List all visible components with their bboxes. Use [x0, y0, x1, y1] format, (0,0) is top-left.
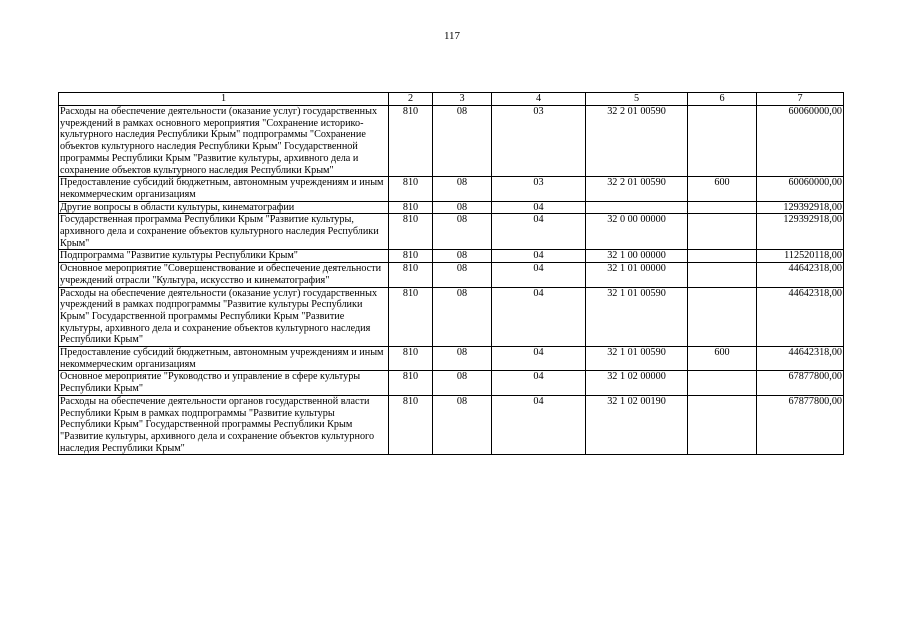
- row-amount-cell: 129392918,00: [757, 201, 844, 214]
- row-amount-cell: 67877800,00: [757, 371, 844, 395]
- row-amount-cell: 60060000,00: [757, 177, 844, 201]
- header-col-6: 6: [688, 93, 757, 106]
- row-target-cell: 32 1 02 00000: [586, 371, 688, 395]
- row-name-cell: Основное мероприятие "Руководство и управление в сфере культуры Республики Крым": [59, 371, 389, 395]
- table-row: [59, 263, 844, 287]
- row-section-cell: 08: [433, 214, 492, 250]
- row-name-cell: Предоставление субсидий бюджетным, автономным учреждениям и иным некоммерческим организациям: [59, 177, 389, 201]
- row-section-cell: 08: [433, 287, 492, 347]
- row-target-cell: 32 0 00 00000: [586, 214, 688, 250]
- row-subsection-cell: 04: [492, 347, 586, 371]
- table-row: [59, 395, 844, 455]
- row-ministry-cell: 810: [389, 371, 433, 395]
- row-target-cell: [586, 201, 688, 214]
- table-row: [59, 287, 844, 347]
- row-ministry-cell: 810: [389, 395, 433, 455]
- row-target-cell: 32 1 02 00190: [586, 395, 688, 455]
- page-number: 117: [443, 30, 461, 42]
- row-name-cell: Другие вопросы в области культуры, кинематографии: [59, 201, 389, 214]
- row-amount-cell: 44642318,00: [757, 263, 844, 287]
- row-name-cell: Предоставление субсидий бюджетным, автономным учреждениям и иным некоммерческим организациям: [59, 347, 389, 371]
- header-col-3: 3: [433, 93, 492, 106]
- row-amount-cell: 112520118,00: [757, 250, 844, 263]
- row-ministry-cell: 810: [389, 287, 433, 347]
- row-amount-cell: 60060000,00: [757, 106, 844, 177]
- row-subsection-cell: 04: [492, 287, 586, 347]
- row-name-cell: Государственная программа Республики Крым "Развитие культуры, архивного дела и сохранение объектов культурного наследия Республики Крым": [59, 214, 389, 250]
- row-target-cell: 32 1 01 00590: [586, 347, 688, 371]
- row-section-cell: 08: [433, 106, 492, 177]
- row-ministry-cell: 810: [389, 214, 433, 250]
- row-ministry-cell: 810: [389, 347, 433, 371]
- row-expense-type-cell: [688, 287, 757, 347]
- row-section-cell: 08: [433, 263, 492, 287]
- table-row: [59, 177, 844, 201]
- row-name-cell: Расходы на обеспечение деятельности (оказание услуг) государственных учреждений в рамках основного мероприятия "Сохранение историко-культурного наследия Республики Крым" подпрограммы "Сохранение объектов культурного наследия Республики Крым" Государственной программы Республики Крым "Развитие культуры, архивного дела и сохранение объектов культурного наследия Республики Крым": [59, 106, 389, 177]
- row-expense-type-cell: [688, 106, 757, 177]
- header-col-2: 2: [389, 93, 433, 106]
- budget-table: [58, 92, 844, 455]
- row-subsection-cell: 04: [492, 214, 586, 250]
- row-subsection-cell: 04: [492, 263, 586, 287]
- table-row: [59, 106, 844, 177]
- row-subsection-cell: 03: [492, 106, 586, 177]
- row-amount-cell: 44642318,00: [757, 347, 844, 371]
- table-row: [59, 214, 844, 250]
- row-subsection-cell: 04: [492, 250, 586, 263]
- row-expense-type-cell: [688, 201, 757, 214]
- table-body: [59, 106, 844, 455]
- row-name-cell: Расходы на обеспечение деятельности (оказание услуг) государственных учреждений в рамках подпрограммы "Развитие культуры Республики Крым" Государственной программы Республики Крым "Развитие культуры, архивного дела и сохранение объектов культурного наследия Республики Крым": [59, 287, 389, 347]
- header-row: [59, 93, 844, 106]
- row-amount-cell: 67877800,00: [757, 395, 844, 455]
- row-target-cell: 32 1 01 00000: [586, 263, 688, 287]
- row-expense-type-cell: [688, 395, 757, 455]
- row-expense-type-cell: 600: [688, 347, 757, 371]
- row-subsection-cell: 04: [492, 371, 586, 395]
- header-col-5: 5: [586, 93, 688, 106]
- row-section-cell: 08: [433, 371, 492, 395]
- row-expense-type-cell: [688, 250, 757, 263]
- row-subsection-cell: 04: [492, 201, 586, 214]
- row-section-cell: 08: [433, 395, 492, 455]
- header-col-4: 4: [492, 93, 586, 106]
- row-target-cell: 32 2 01 00590: [586, 106, 688, 177]
- row-subsection-cell: 03: [492, 177, 586, 201]
- row-ministry-cell: 810: [389, 106, 433, 177]
- row-expense-type-cell: [688, 263, 757, 287]
- row-ministry-cell: 810: [389, 250, 433, 263]
- row-expense-type-cell: 600: [688, 177, 757, 201]
- row-ministry-cell: 810: [389, 201, 433, 214]
- table-row: [59, 347, 844, 371]
- row-ministry-cell: 810: [389, 263, 433, 287]
- row-amount-cell: 44642318,00: [757, 287, 844, 347]
- row-name-cell: Подпрограмма "Развитие культуры Республики Крым": [59, 250, 389, 263]
- row-target-cell: 32 1 00 00000: [586, 250, 688, 263]
- row-name-cell: Расходы на обеспечение деятельности органов государственной власти Республики Крым в рамках подпрограммы "Развитие культуры Республики Крым" Государственной программы Республики Крым "Развитие культуры, архивного дела и сохранение объектов культурного наследия Республики Крым": [59, 395, 389, 455]
- row-section-cell: 08: [433, 201, 492, 214]
- row-expense-type-cell: [688, 371, 757, 395]
- row-name-cell: Основное мероприятие "Совершенствование и обеспечение деятельности учреждений отрасли "Культура, искусство и кинематография": [59, 263, 389, 287]
- row-target-cell: 32 1 01 00590: [586, 287, 688, 347]
- table-row: [59, 201, 844, 214]
- row-expense-type-cell: [688, 214, 757, 250]
- table-header: [59, 93, 844, 106]
- header-col-7: 7: [757, 93, 844, 106]
- table-row: [59, 371, 844, 395]
- row-section-cell: 08: [433, 177, 492, 201]
- table-row: [59, 250, 844, 263]
- row-subsection-cell: 04: [492, 395, 586, 455]
- row-ministry-cell: 810: [389, 177, 433, 201]
- row-target-cell: 32 2 01 00590: [586, 177, 688, 201]
- row-section-cell: 08: [433, 347, 492, 371]
- row-section-cell: 08: [433, 250, 492, 263]
- row-amount-cell: 129392918,00: [757, 214, 844, 250]
- header-col-1: 1: [59, 93, 389, 106]
